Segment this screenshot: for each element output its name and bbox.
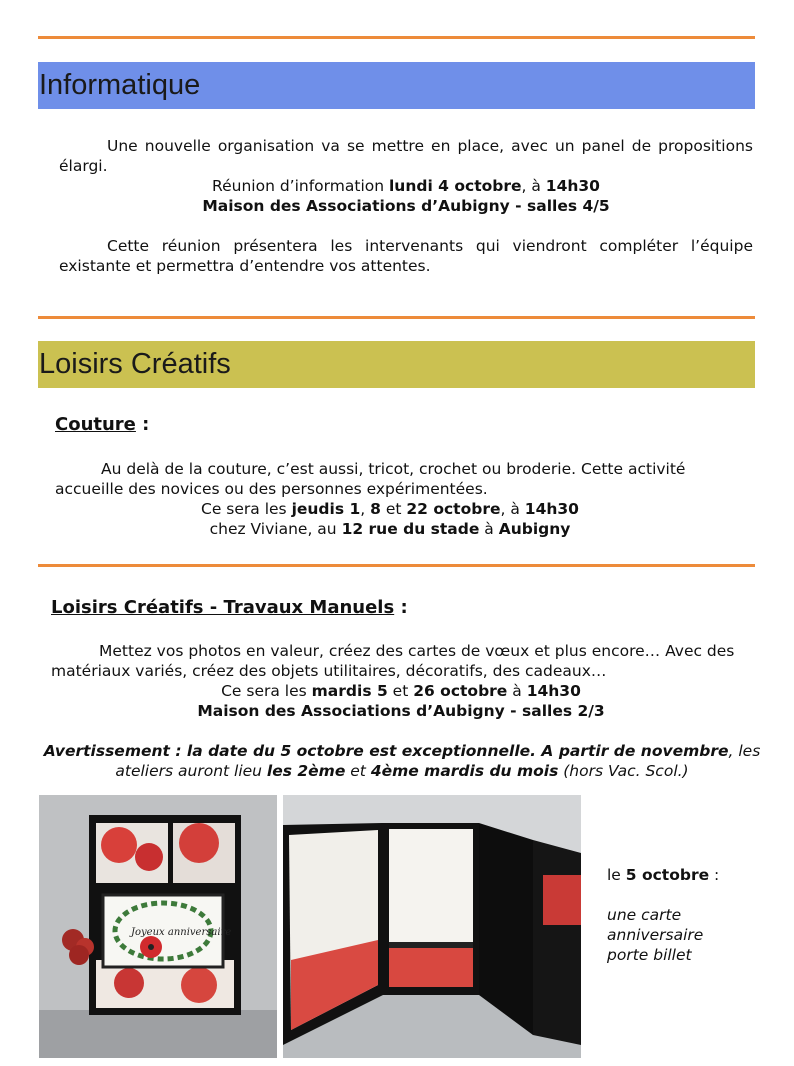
separator-line [38,36,755,39]
card-front-photo [39,795,277,1058]
warning-note-end: ateliers auront lieu les 2ème et 4ème mardis du mois (hors Vac. Scol.) [115,762,689,780]
section-banner-loisirs [38,341,755,388]
separator-line [38,316,755,319]
card-open-photo [283,795,581,1058]
meeting-place: Maison des Associations d’Aubigny - salles 4/5 [202,197,610,215]
photo-caption-description: une carte anniversaire porte billet [607,906,704,964]
section-title: Informatique [39,69,201,101]
couture-description-end: accueille des novices ou des personnes expérimentées. [55,480,488,498]
couture-description: Au delà de la couture, c’est aussi, tricot, crochet ou broderie. Cette activité [101,460,686,478]
travaux-heading: Loisirs Créatifs - Travaux Manuels : [51,597,408,618]
meeting-info: Réunion d’information lundi 4 octobre, à 14h30 [212,177,600,195]
section-title: Loisirs Créatifs [39,348,231,380]
card-front-illustration [39,795,277,1058]
couture-heading: Couture : [55,414,150,435]
travaux-place: Maison des Associations d’Aubigny - salles 2/3 [197,702,605,720]
photo-caption-date: le 5 octobre : [607,866,720,884]
paragraph-organisation-end: élargi. [59,157,108,175]
warning-note: Avertissement : la date du 5 octobre est exceptionnelle. A partir de novembre, les [43,742,761,760]
separator-line [38,564,755,567]
card-script-text: Joyeux anniversaire [131,927,232,938]
couture-address: chez Viviane, au 12 rue du stade à Aubigny [209,520,571,538]
card-open-illustration [283,795,581,1058]
travaux-dates: Ce sera les mardis 5 et 26 octobre à 14h30 [221,682,581,700]
section-banner-informatique [38,62,755,109]
paragraph-presentation-end: existante et permettra d’entendre vos attentes. [59,257,431,275]
paragraph-presentation: Cette réunion présentera les intervenants qui viendront compléter l’équipe [107,237,753,255]
travaux-description: Mettez vos photos en valeur, créez des cartes de vœux et plus encore… Avec des [99,642,735,660]
couture-dates: Ce sera les jeudis 1, 8 et 22 octobre, à 14h30 [201,500,579,518]
paragraph-organisation: Une nouvelle organisation va se mettre en place, avec un panel de propositions [107,137,753,155]
travaux-description-end: matériaux variés, créez des objets utilitaires, décoratifs, des cadeaux… [51,662,607,680]
